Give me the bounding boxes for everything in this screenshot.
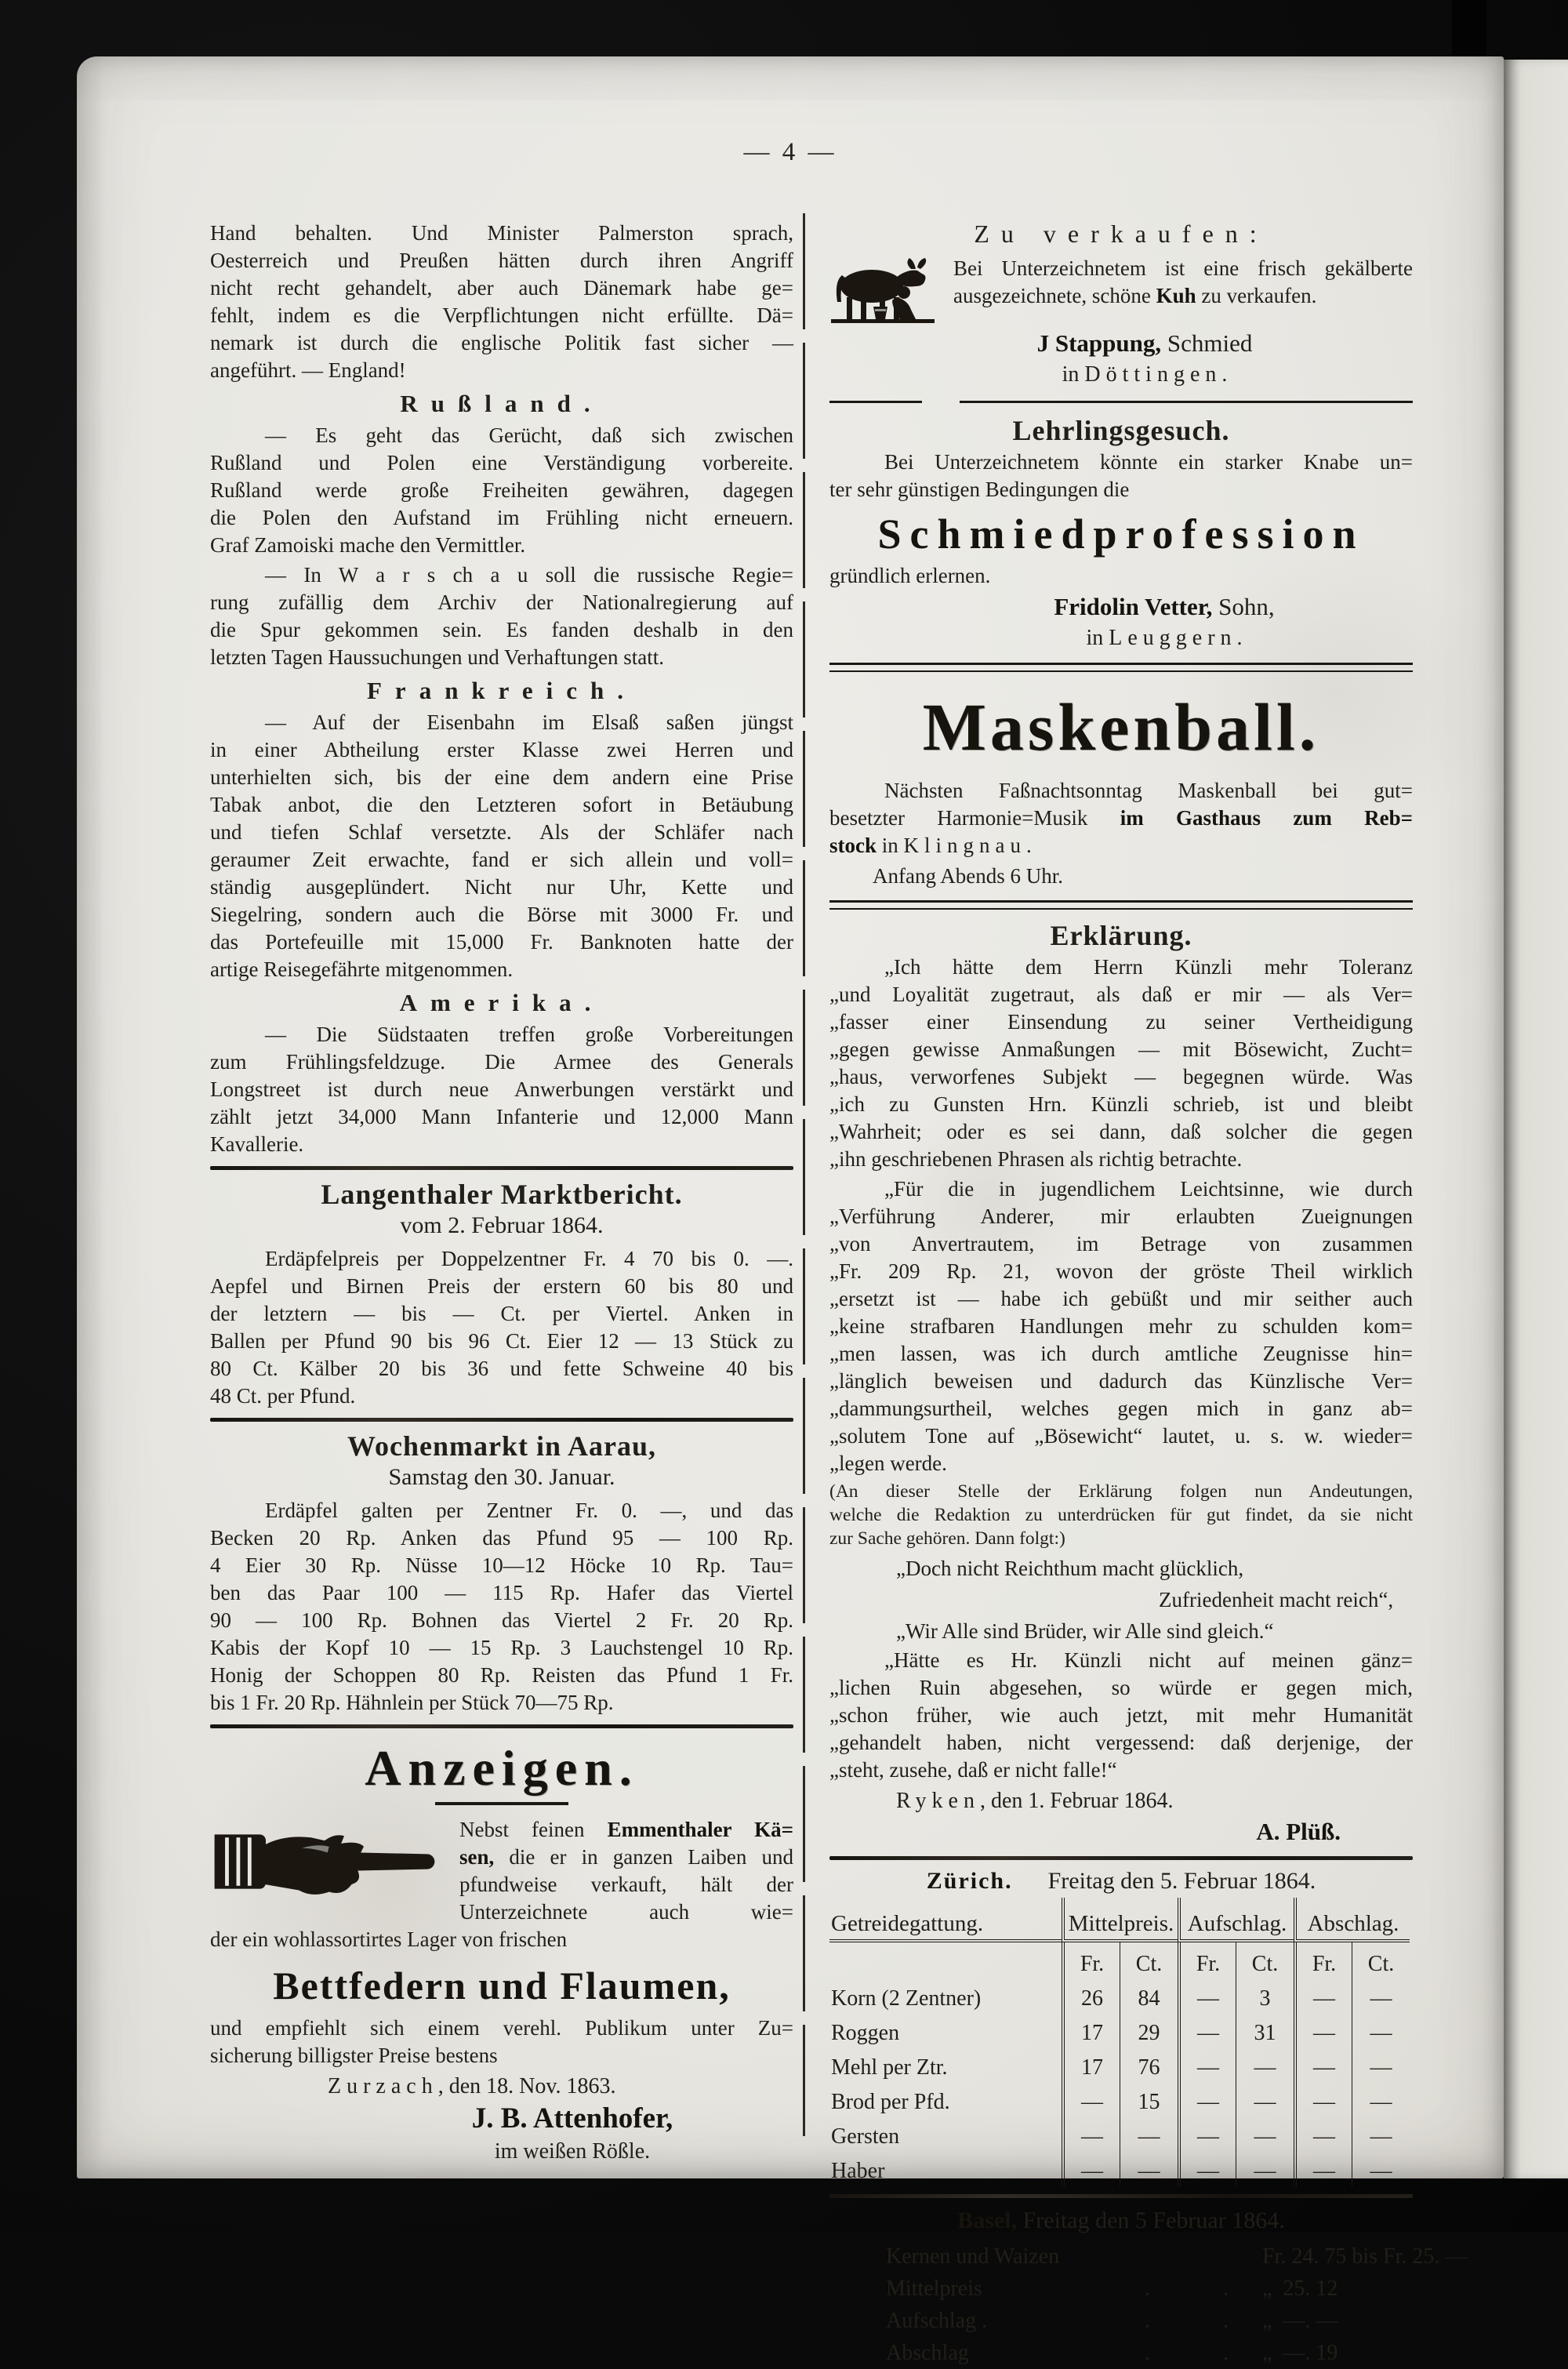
- table-row-label: Korn (2 Zentner): [831, 1986, 982, 2011]
- text-line: sen, die er in ganzen Laiben und: [459, 1845, 793, 1869]
- text-line: „ersetzt ist — habe ich gebüßt und mir seither auch: [829, 1287, 1413, 1310]
- table-cell: 84: [1120, 1979, 1178, 2014]
- basel-row-value: Fr. 24. 75 bis Fr. 25. —: [1262, 2244, 1468, 2269]
- heading-erklaerung: Erklärung.: [1050, 920, 1192, 951]
- text-line: rung zufällig dem Archiv der Nationalregierung auf: [210, 590, 793, 614]
- text-line: letzten Tagen Haussuchungen und Verhaftungen statt.: [210, 645, 664, 669]
- text-line: „Hätte es Hr. Künzli nicht auf meinen gänz=: [884, 1648, 1413, 1672]
- paragraph: [829, 1647, 1413, 1784]
- table-cell: —: [1294, 2048, 1352, 2083]
- text-line: stock in Klingnau.: [829, 834, 1032, 857]
- maskenball-time: Anfang Abends 6 Uhr.: [873, 864, 1063, 888]
- basel-row-label: Kernen und Waizen: [886, 2244, 1060, 2269]
- text-line: Erdäpfel galten per Zentner Fr. 0. —, und das: [265, 1499, 793, 1522]
- basel-row: [829, 2273, 1413, 2305]
- text-line: „länglich beweisen und dadurch das Künzlische Ver=: [829, 1369, 1413, 1393]
- right-column: [829, 220, 1468, 2369]
- section-heading-frankreich: Frankreich.: [367, 677, 637, 704]
- table-cell: —: [1352, 2152, 1410, 2186]
- text-line: Siegelring, sondern auch die Börse mit 3000 Fr. und: [210, 903, 793, 926]
- basel-row: [829, 2240, 1468, 2273]
- table-column-header: Getreidegattung.: [829, 1898, 1062, 1942]
- text-line: unterhielten sich, bis der eine dem andern eine Prise: [210, 765, 793, 789]
- table-row-label: Mehl per Ztr.: [831, 2055, 948, 2080]
- erklaerung-place-date: Ryken, den 1. Februar 1864.: [896, 1789, 1174, 1813]
- paragraph: [210, 1497, 793, 1717]
- table-cell: —: [1236, 2152, 1294, 2186]
- text-line: der letztern — bis — Ct. per Viertel. Anken in: [210, 1302, 793, 1325]
- table-subheader: Fr.: [1178, 1942, 1236, 1979]
- text-line: Graf Zamoiski mache den Vermittler.: [210, 533, 526, 557]
- text-line: — Es geht das Gerücht, daß sich zwischen: [265, 423, 793, 447]
- rule-divider: [829, 900, 1413, 910]
- page-number: — 4 —: [743, 138, 837, 166]
- text-line: „fasser einer Einsendung zu seiner Vertheidigung: [829, 1010, 1413, 1034]
- table-cell: 17: [1062, 2048, 1120, 2083]
- text-line: Ballen per Pfund 90 bis 96 Ct. Eier 12 — 13 Stück zu: [210, 1329, 793, 1353]
- table-row-label: Haber: [831, 2159, 885, 2183]
- table-cell: —: [1120, 2117, 1178, 2152]
- paragraph: [210, 1245, 793, 1410]
- text-line: der ein wohlassortirtes Lager von frischen: [210, 1928, 568, 1951]
- text-line: zum Frühlingsfeldzuge. Die Armee des Generals: [210, 1050, 793, 1074]
- table-cell: —: [1178, 2048, 1236, 2083]
- text-line: „men lassen, was ich durch amtliche Zeugnisse hin=: [829, 1342, 1413, 1365]
- advert-place-date: Zurzach, den 18. Nov. 1863.: [328, 2074, 616, 2098]
- section-heading-russland: Rußland.: [400, 390, 604, 417]
- rule-segment: [829, 401, 922, 403]
- text-line: 48 Ct. per Pfund.: [210, 1384, 356, 1408]
- heading-maskenball: Maskenball.: [922, 689, 1320, 765]
- rule-divider: [829, 2194, 1413, 2198]
- text-line: „Ich hätte dem Herrn Künzli mehr Toleranz: [884, 955, 1413, 979]
- text-line: „ich zu Gunsten Hrn. Künzli schrieb, ist und bleibt: [829, 1092, 1413, 1116]
- table-cell: —: [1178, 2117, 1236, 2152]
- signature-fridolin-vetter: Fridolin Vetter, Sohn,: [1054, 593, 1275, 620]
- text-line: in einer Abtheilung erster Klasse zwei Herren und: [210, 738, 793, 761]
- heading-lehrlingsgesuch: Lehrlingsgesuch.: [1012, 415, 1230, 446]
- text-line: Kavallerie.: [210, 1132, 304, 1156]
- text-line: artige Reisegefährte mitgenommen.: [210, 957, 514, 981]
- text-line: „Für die in jugendlichem Leichtsinne, wie durch: [884, 1177, 1413, 1201]
- rule-divider: [435, 1802, 568, 1805]
- text-line: und empfiehlt sich einem verehl. Publikum unter Zu=: [210, 2016, 793, 2040]
- heading-anzeigen: Anzeigen.: [365, 1740, 639, 1796]
- basel-row-label: Abschlag: [886, 2341, 969, 2365]
- basel-title: Basel, Freitag den 5 Februar 1864.: [957, 2207, 1285, 2233]
- newspaper-page: [77, 56, 1504, 2365]
- text-line: „gehandelt haben, nicht vergessend: daß derjenige, der: [829, 1731, 1413, 1754]
- text-line: Honig der Schoppen 80 Rp. Reisten das Pfund 1 Fr.: [210, 1663, 793, 1687]
- heading-zu-verkaufen: Zu verkaufen:: [974, 220, 1269, 248]
- text-line: Tabak anbot, die den Letzteren sofort in Betäubung: [210, 793, 793, 816]
- basel-row-dots: [1145, 2240, 1262, 2273]
- table-cell: —: [1236, 2048, 1294, 2083]
- signature-attenhofer-sub: im weißen Rößle.: [494, 2139, 651, 2164]
- table-cell: —: [1294, 2083, 1352, 2117]
- verse-line: „Wir Alle sind Brüder, wir Alle sind gleich.“: [896, 1619, 1274, 1643]
- signature-stappung: J Stappung, Schmied: [1036, 329, 1253, 357]
- table-cell: —: [1352, 2048, 1410, 2083]
- heading-bettfedern-flaumen: Bettfedern und Flaumen,: [273, 1964, 731, 2007]
- text-line: „von Anvertrautem, im Betrage von zusammen: [829, 1232, 1413, 1255]
- table-cell: 17: [1062, 2014, 1120, 2048]
- table-cell: —: [1062, 2117, 1120, 2152]
- paragraph: [210, 1021, 793, 1158]
- text-line: Erdäpfelpreis per Doppelzentner Fr. 4 70 bis 0. —.: [265, 1247, 793, 1270]
- rule-divider: [829, 1856, 1413, 1860]
- table-cell: —: [1294, 1979, 1352, 2014]
- table-row-label: Gersten: [831, 2124, 900, 2149]
- text-line: bis 1 Fr. 20 Rp. Hähnlein per Stück 70—75 Rp.: [210, 1691, 614, 1714]
- table-cell: 3: [1236, 1979, 1294, 2014]
- text-line: Hand behalten. Und Minister Palmerston sprach,: [210, 221, 793, 245]
- text-line: zählt jetzt 34,000 Mann Infanterie und 12,000 Mann: [210, 1105, 793, 1128]
- paragraph: [829, 1480, 1413, 1550]
- table-cell: 29: [1120, 2014, 1178, 2048]
- table-subheader: Ct.: [1120, 1942, 1178, 1979]
- advert-kuh: [829, 255, 1413, 325]
- table-cell: —: [1236, 2117, 1294, 2152]
- rule-segment: [960, 401, 1413, 403]
- marktbericht-date: vom 2. Februar 1864.: [400, 1212, 604, 1238]
- text-line: ausgezeichnete, schöne Kuh zu verkaufen.: [953, 284, 1317, 307]
- basel-row-value: „ —. —: [1262, 2309, 1338, 2333]
- signature-vetter-place: in Leuggern.: [1086, 626, 1243, 650]
- table-cell: —: [1178, 2083, 1236, 2117]
- table-group-header: Aufschlag.: [1178, 1898, 1294, 1942]
- table-group-header: Mittelpreis.: [1062, 1898, 1178, 1942]
- text-line: 4 Eier 30 Rp. Nüsse 10—12 Höcke 10 Rp. Tau=: [210, 1553, 793, 1577]
- text-line: ter sehr günstigen Bedingungen die: [829, 478, 1130, 501]
- text-line: Bei Unterzeichnetem könnte ein starker Knabe un=: [884, 450, 1413, 474]
- text-line: besetzter Harmonie=Musik im Gasthaus zum Reb=: [829, 806, 1413, 830]
- article-daenemark-continuation: [210, 220, 793, 384]
- table-grid: [829, 1898, 1413, 2186]
- text-line: „haus, verworfenes Subjekt — begegnen würde. Was: [829, 1065, 1413, 1088]
- basel-row-dots: . .: [1145, 2309, 1243, 2333]
- table-cell: —: [1352, 1979, 1410, 2014]
- text-line: ben das Paar 100 — 115 Rp. Hafer das Viertel: [210, 1581, 793, 1604]
- text-line: geraumer Zeit erwachte, fand er sich allein und voll=: [210, 848, 793, 871]
- basel-row: [829, 2337, 1413, 2369]
- text-line: „und Loyalität zugetraut, als daß er mir — als Ver=: [829, 983, 1413, 1006]
- signature-stappung-place: in Döttingen.: [1062, 362, 1228, 387]
- table-cell: —: [1352, 2014, 1410, 2048]
- paragraph: [829, 777, 1413, 859]
- text-line: Kabis der Kopf 10 — 15 Rp. 3 Lauchstengel 10 Rp.: [210, 1636, 793, 1659]
- heading-schmiedprofession: Schmiedprofession: [877, 510, 1365, 558]
- basel-row-dots: . .: [1145, 2341, 1243, 2365]
- left-column: [210, 220, 793, 2167]
- text-line: sicherung billigster Preise bestens: [210, 2044, 498, 2067]
- rule-divider: [210, 1418, 793, 1422]
- rule-divider: [829, 401, 1413, 403]
- basel-row-value: „ 25. 12: [1262, 2276, 1338, 2301]
- table-cell: 15: [1120, 2083, 1178, 2117]
- text-line: die Spur gekommen sein. Es fanden deshalb in den: [210, 618, 793, 641]
- paragraph: [829, 449, 1413, 503]
- text-line: „solutem Tone auf „Bösewicht“ lautet, u. s. w. wieder=: [829, 1424, 1413, 1448]
- paragraph: [210, 709, 793, 983]
- text-line: „lichen Ruin abgesehen, so würde er gegen mich,: [829, 1676, 1413, 1699]
- table-subheader: Ct.: [1352, 1942, 1410, 1979]
- table-cell: —: [1352, 2117, 1410, 2152]
- text-line: zur Sache gehören. Dann folgt:): [829, 1528, 1065, 1549]
- text-line: — Auf der Eisenbahn im Elsaß saßen jüngst: [265, 710, 793, 734]
- paragraph: [829, 954, 1413, 1173]
- text-line: Nebst feinen Emmenthaler Kä=: [459, 1818, 794, 1841]
- table-cell: —: [1062, 2152, 1120, 2186]
- scan-notch: [1452, 0, 1486, 63]
- text-line: nemark ist durch die englische Politik fast sicher —: [210, 331, 793, 354]
- verse-reichthum: [829, 1553, 1413, 1647]
- text-line: Oesterreich und Preußen hätten durch ihren Angriff: [210, 249, 793, 272]
- basel-row-label: Aufschlag .: [886, 2309, 988, 2333]
- text-line: „gegen gewisse Anmaßungen — mit Bösewicht, Zucht=: [829, 1037, 1413, 1061]
- text-line: „steht, zusehe, daß er nicht falle!“: [829, 1758, 1117, 1782]
- wochenmarkt-date: Samstag den 30. Januar.: [388, 1464, 615, 1490]
- table-cell: —: [1178, 1979, 1236, 2014]
- table-cell: —: [1294, 2117, 1352, 2152]
- text-line: Becken 20 Rp. Anken das Pfund 95 — 100 Rp.: [210, 1526, 793, 1550]
- paragraph: [210, 561, 793, 671]
- table-cell: —: [1062, 2083, 1120, 2117]
- table-cell: —: [1120, 2152, 1178, 2186]
- text-line: nicht recht gehandelt, aber auch Dänemark habe ge=: [210, 276, 793, 300]
- table-cell-empty: [829, 1942, 1062, 1979]
- heading-wochenmarkt-aarau: Wochenmarkt in Aarau,: [347, 1430, 657, 1462]
- table-cell: —: [1236, 2083, 1294, 2117]
- table-cell: —: [1294, 2152, 1352, 2186]
- text-line: Longstreet ist durch neue Anwerbungen verstärkt und: [210, 1077, 793, 1101]
- text-line: pfundweise verkauft, hält der Unterzeichnete auch wie=: [459, 1873, 793, 1924]
- signature-attenhofer: J. B. Attenhofer,: [471, 2102, 673, 2135]
- signature-pluess: A. Plüß.: [1256, 1818, 1341, 1845]
- table-row-label: Brod per Pfd.: [831, 2090, 950, 2114]
- text-line: die Polen den Aufstand im Frühling nicht erneuern.: [210, 506, 793, 529]
- paragraph: [210, 2015, 793, 2069]
- text-line: 90 — 100 Rp. Bohnen das Viertel 2 Fr. 20 Rp.: [210, 1608, 793, 1632]
- verse-line: „Doch nicht Reichthum macht glücklich,: [896, 1557, 1244, 1580]
- table-title: Zürich. Freitag den 5. Februar 1864.: [926, 1868, 1316, 1894]
- text-line: — In W a r s ch a u soll die russische Regie=: [265, 563, 793, 587]
- zurich-market-table: [829, 1868, 1413, 2186]
- text-line: „dammungsurtheil, welches gegen mich in ganz ab=: [829, 1397, 1413, 1420]
- basel-row-dots: . .: [1145, 2276, 1243, 2301]
- table-cell: —: [1178, 2152, 1236, 2186]
- table-cell: 26: [1062, 1979, 1120, 2014]
- text-line: „Fr. 209 Rp. 21, wovon der gröste Theil wirklich: [829, 1259, 1413, 1283]
- table-cell: 76: [1120, 2048, 1178, 2083]
- table-subheader: Ct.: [1236, 1942, 1294, 1979]
- adjacent-page-edge: [1504, 60, 1568, 2178]
- section-heading-amerika: Amerika.: [399, 989, 604, 1016]
- text-line: „ihn geschriebenen Phrasen als richtig betrachte.: [829, 1147, 1243, 1171]
- schmied-erlernen-line: gründlich erlernen.: [829, 564, 991, 587]
- paragraph: [829, 1175, 1413, 1477]
- basel-row: [829, 2305, 1413, 2337]
- manicule-pointing-right-icon: [210, 1822, 439, 1901]
- text-line: „schon früher, wie auch jetzt, mit mehr Humanität: [829, 1703, 1413, 1727]
- basel-row-label: Mittelpreis: [886, 2276, 982, 2301]
- text-line: „legen werde.: [829, 1452, 947, 1475]
- rule-divider: [210, 1724, 793, 1728]
- paragraph: [210, 422, 793, 559]
- verse-line: Zufriedenheit macht reich“,: [1159, 1588, 1394, 1611]
- text-line: Nächsten Faßnachtsonntag Maskenball bei gut=: [884, 779, 1413, 802]
- text-line: das Portefeuille mit 15,000 Fr. Banknoten hatte der: [210, 930, 793, 954]
- cow-milking-woodcut-icon: [829, 256, 936, 325]
- heading-langenthaler-marktbericht: Langenthaler Marktbericht.: [321, 1179, 683, 1210]
- table-group-header: Abschlag.: [1294, 1898, 1410, 1942]
- text-line: „keine strafbaren Handlungen mehr zu schulden kom=: [829, 1314, 1413, 1338]
- text-line: „Verführung Anderer, mir erlaubten Zueignungen: [829, 1204, 1413, 1228]
- text-line: welche die Redaktion zu unterdrücken für gut findet, da sie nicht: [829, 1505, 1413, 1525]
- text-line: und tiefen Schlaf versetzte. Als der Schläfer nach: [210, 820, 793, 844]
- table-cell: —: [1178, 2014, 1236, 2048]
- text-line: Rußland werde große Freiheiten gewähren, dagegen: [210, 478, 793, 502]
- text-line: Aepfel und Birnen Preis der erstern 60 bis 80 und: [210, 1274, 793, 1298]
- text-line: ständig ausgeplündert. Nicht nur Uhr, Kette und: [210, 875, 793, 899]
- text-line: Rußland und Polen eine Verständigung vorbereite.: [210, 451, 793, 474]
- text-line: — Die Südstaaten treffen große Vorbereitungen: [265, 1023, 793, 1046]
- text-line: Bei Unterzeichnetem ist eine frisch gekälberte: [953, 256, 1413, 280]
- rule-divider: [829, 663, 1413, 672]
- table-subheader: Fr.: [1294, 1942, 1352, 1979]
- text-line: „Wahrheit; oder es sei dann, daß solcher die gegen: [829, 1120, 1413, 1143]
- text-line: angeführt. — England!: [210, 358, 406, 382]
- advert-emmenthaler-kaese: [210, 1816, 793, 1953]
- table-subheader: Fr.: [1062, 1942, 1120, 1979]
- text-line: (An dieser Stelle der Erklärung folgen nun Andeutungen,: [829, 1481, 1413, 1502]
- table-cell: —: [1352, 2083, 1410, 2117]
- text-line: 80 Ct. Kälber 20 bis 36 und fette Schweine 40 bis: [210, 1357, 793, 1380]
- text-line: fehlt, indem es die Verpflichtungen nicht erfüllte. Dä=: [210, 303, 793, 327]
- column-divider-rule: [803, 213, 805, 2136]
- basel-row-value: „ —. 19: [1262, 2341, 1338, 2365]
- rule-divider: [210, 1166, 793, 1170]
- table-row-label: Roggen: [831, 2021, 900, 2045]
- table-cell: 31: [1236, 2014, 1294, 2048]
- table-cell: —: [1294, 2014, 1352, 2048]
